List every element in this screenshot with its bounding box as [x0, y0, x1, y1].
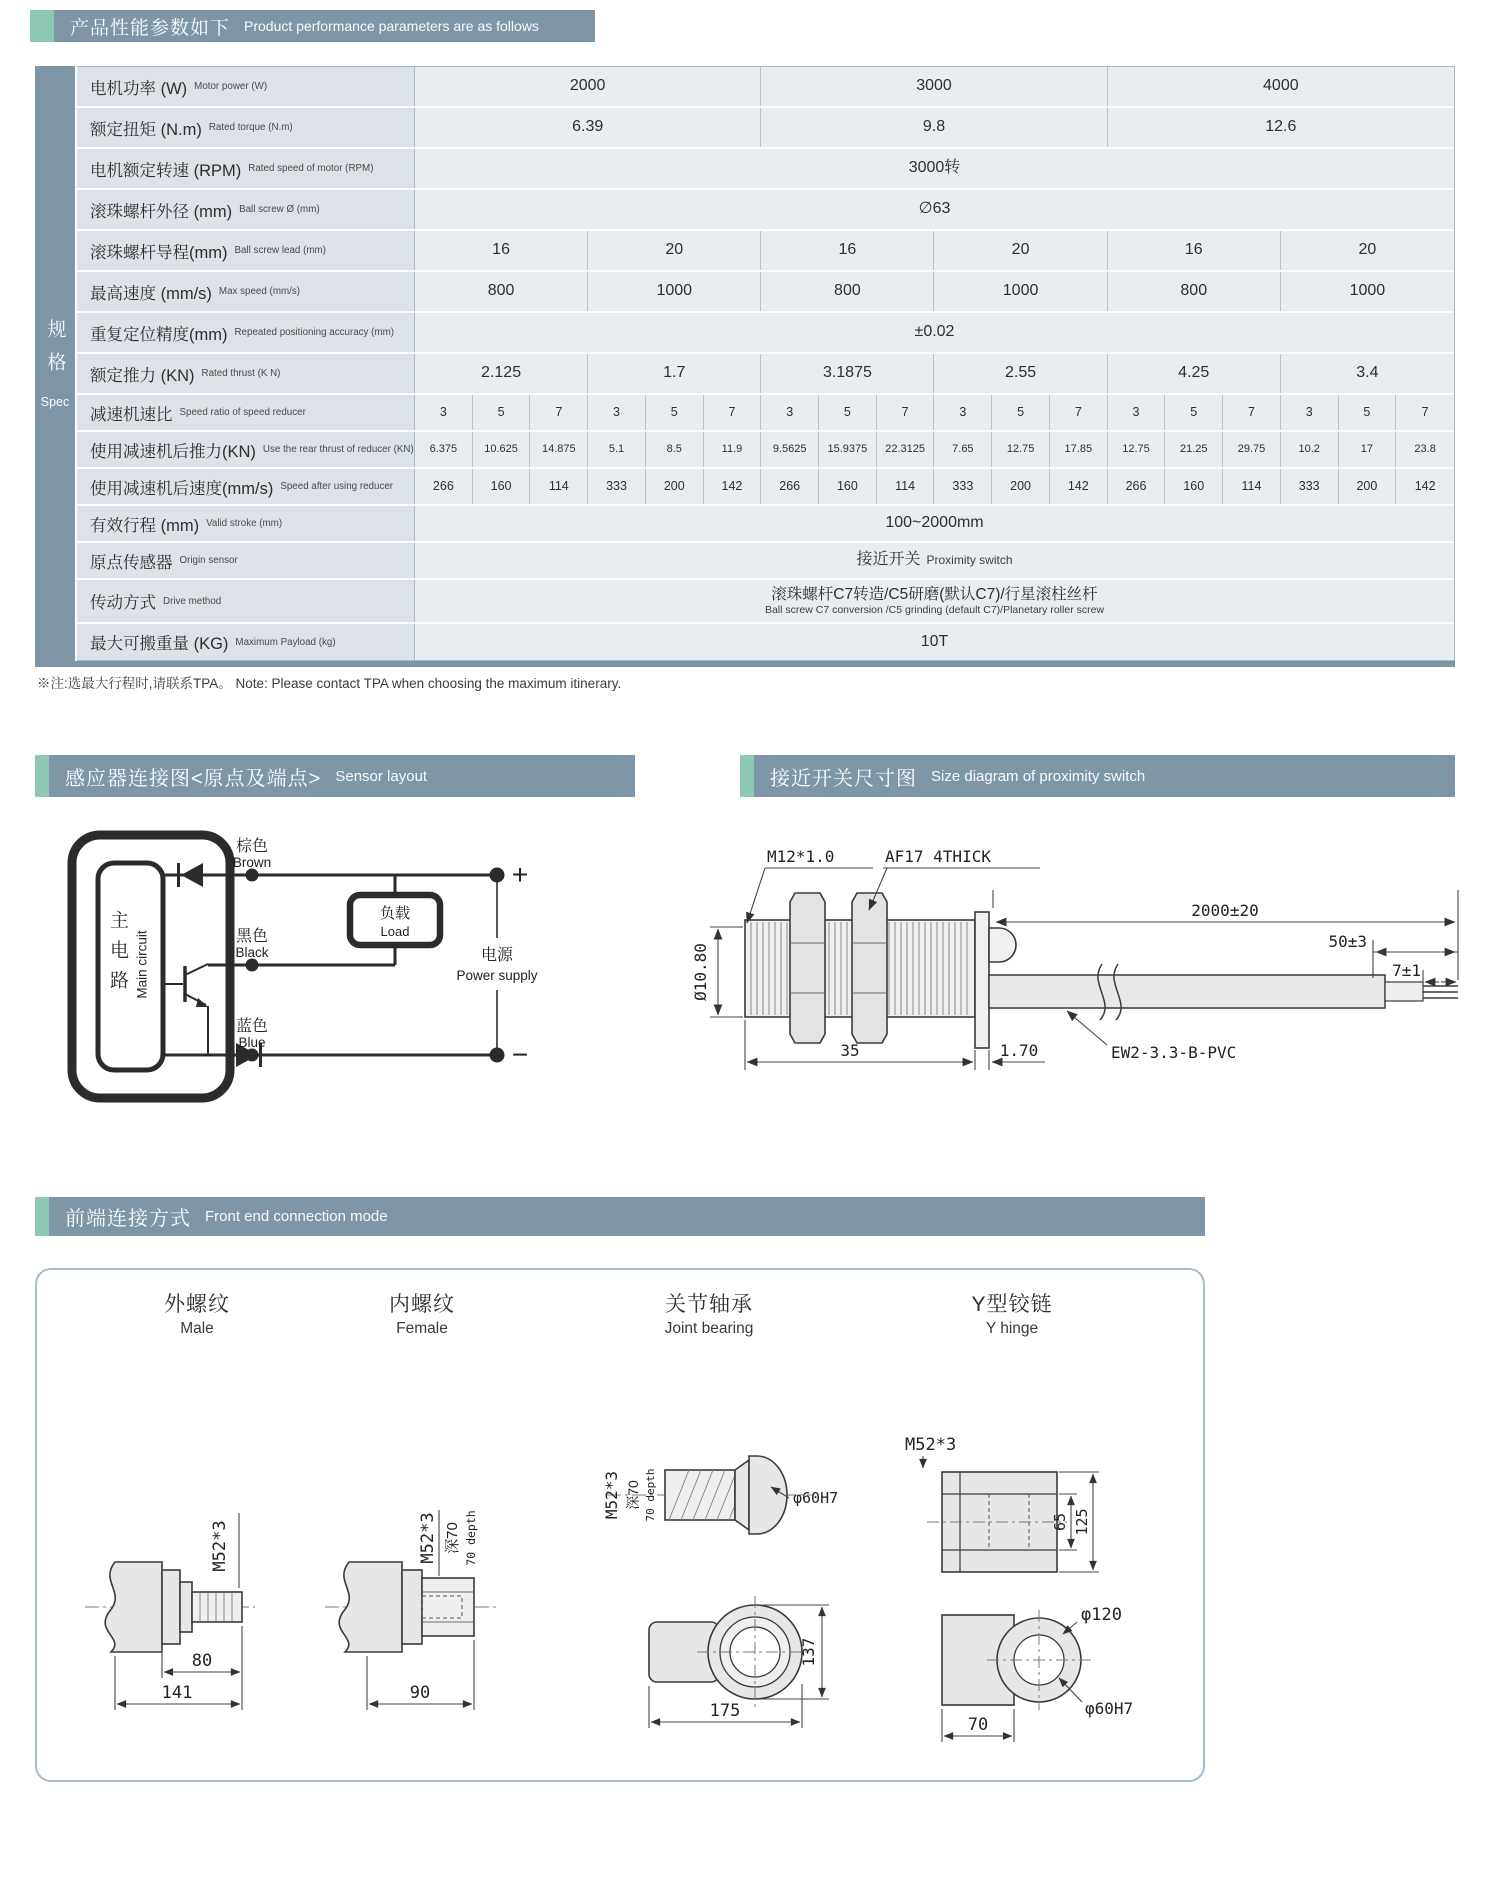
body-length-label: 35 [840, 1041, 860, 1060]
value-cell: 11.9 [704, 432, 762, 467]
row-label-zh: 重复定位精度(mm) [90, 325, 228, 344]
spec-table-body [77, 66, 1455, 661]
row-label-zh: 滚珠螺杆导程(mm) [90, 243, 228, 262]
value-cell: 17 [1339, 432, 1397, 467]
value-cell: 10.2 [1281, 432, 1339, 467]
prox-header-zh: 接近开关尺寸图 [770, 767, 917, 790]
value-cell: 142 [704, 469, 762, 504]
switch-body [745, 893, 1016, 1048]
value-cell: 7 [877, 395, 935, 430]
value-cell: 12.75 [1108, 432, 1166, 467]
value-cell: 1000 [1281, 272, 1454, 311]
sensor-layout-header [35, 755, 635, 797]
row-values [415, 108, 1454, 147]
male-dim-141: 141 [161, 1683, 193, 1703]
value-cell: 3 [415, 395, 473, 430]
value-cell: 29.75 [1223, 432, 1281, 467]
row-label-zh: 减速机速比 [90, 405, 173, 424]
row-label-en: Speed after using reducer [280, 481, 394, 492]
value-cell: 160 [473, 469, 531, 504]
sensor-wiring-diagram [40, 818, 560, 1108]
tip-length-label: 7±1 [1392, 961, 1421, 980]
value-cell: 333 [588, 469, 646, 504]
value-en: Ball screw C7 conversion /C5 grinding (default C7)/Planetary roller screw [764, 603, 1105, 616]
brown-label-zh: 棕色 [235, 838, 269, 855]
joint-depth-zh: 深70 [625, 1480, 641, 1510]
value-cell: 1000 [934, 272, 1107, 311]
value-cell: 5 [819, 395, 877, 430]
row-label-zh: 传动方式 [90, 594, 156, 612]
table-row-stroke [77, 506, 1454, 543]
table-row-origin-sensor [77, 543, 1454, 580]
row-label-zh: 电机功率 (W) [90, 79, 188, 98]
value-cell: 5 [1165, 395, 1223, 430]
value-cell: 5 [473, 395, 531, 430]
cable-length-label: 2000±20 [1191, 901, 1259, 920]
front-end-panel [35, 1268, 1205, 1782]
value-cell: 266 [1108, 469, 1166, 504]
male-drawing [85, 1513, 255, 1710]
value-cell: 2.55 [934, 354, 1107, 393]
female-drawing [325, 1510, 499, 1710]
yhinge-dim-65: 65 [1051, 1512, 1069, 1532]
value-cell: 4.25 [1108, 354, 1281, 393]
header-bar [54, 10, 595, 42]
joint-bearing-title: 关节轴承 Joint bearing [664, 1293, 754, 1337]
male-title: 外螺纹 Male [164, 1293, 230, 1337]
row-label-zh: 额定扭矩 (N.m) [90, 120, 202, 139]
row-values [415, 67, 1454, 106]
value-cell: 266 [761, 469, 819, 504]
row-label-zh: 最大可搬重量 (KG) [90, 635, 229, 653]
value-cell: 200 [646, 469, 704, 504]
row-label-zh: 原点传感器 [90, 553, 173, 572]
table-row-screw-lead [77, 231, 1454, 272]
value-cell: 800 [415, 272, 588, 311]
female-dim-90: 90 [409, 1683, 431, 1703]
footnote: ※注:选最大行程时,请联系TPA。 Note: Please contact TPA when choosing the maximum itinerary. [37, 676, 622, 691]
diameter-label: Ø10.80 [691, 943, 710, 1001]
row-label-en: Max speed (mm/s) [218, 286, 301, 297]
strip-length-label: 50±3 [1328, 932, 1367, 951]
load-label-zh: 负载 [379, 905, 411, 922]
value-cell: 100~2000mm [415, 506, 1454, 541]
table-row-max-speed [77, 272, 1454, 313]
table-row-motor-power [77, 67, 1454, 108]
header-title-en: Product performance parameters are as follows [244, 18, 539, 34]
table-row-accuracy [77, 313, 1454, 354]
joint-dim-175: 175 [709, 1701, 741, 1721]
switch-tip [989, 928, 1016, 962]
value-cell: 7.65 [934, 432, 992, 467]
value-cell: 3 [761, 395, 819, 430]
front-header-en: Front end connection mode [205, 1208, 388, 1225]
main-circuit-label-en: Main circuit [134, 930, 150, 999]
value-cell: 16 [761, 231, 934, 270]
wires [163, 875, 497, 1055]
value-cell: 2.125 [415, 354, 588, 393]
thread-size-label: M12*1.0 [767, 847, 835, 866]
row-label-en: Use the rear thrust of reducer (KN) [262, 444, 414, 455]
blue-label-en: Blue [238, 1035, 266, 1050]
value-cell: 20 [934, 231, 1107, 270]
value-cell: 3 [1281, 395, 1339, 430]
value-cell: 16 [1108, 231, 1281, 270]
nut-size-label: AF17 4THICK [885, 847, 991, 866]
yhinge-dim-125: 125 [1073, 1508, 1091, 1536]
cable [989, 964, 1458, 1020]
value-cell: 160 [819, 469, 877, 504]
row-label-en: Ball screw lead (mm) [234, 245, 326, 256]
value-cell: 7 [704, 395, 762, 430]
value-cell: ∅63 [415, 190, 1454, 229]
table-row-screw-od [77, 190, 1454, 231]
performance-header [30, 10, 595, 42]
row-label-zh: 额定推力 (KN) [90, 366, 195, 385]
teal-accent [740, 755, 754, 797]
female-depth-zh: 深70 [444, 1522, 461, 1554]
y-hinge-drawing [905, 1435, 1133, 1742]
value-cell: ±0.02 [415, 313, 1454, 352]
value-cell: 7 [1396, 395, 1454, 430]
female-depth-en: 70 depth [464, 1510, 478, 1566]
joint-thread-label: M52*3 [602, 1470, 621, 1520]
row-label-en: Ball screw Ø (mm) [239, 204, 320, 215]
spec-sidebar [35, 66, 77, 661]
value-cell: 15.9375 [819, 432, 877, 467]
value-cell: 114 [877, 469, 935, 504]
female-thread-label: M52*3 [418, 1512, 438, 1564]
hex-nut-2 [852, 893, 887, 1043]
value-cell: 16 [415, 231, 588, 270]
plus-sign: + [511, 859, 529, 890]
value-cell: 5.1 [588, 432, 646, 467]
value-cell: 3 [934, 395, 992, 430]
table-row-speed-after-reducer [77, 469, 1454, 506]
row-label-en: Maximum Payload (kg) [235, 636, 336, 648]
value-cell: 142 [1050, 469, 1108, 504]
value-cell: 5 [992, 395, 1050, 430]
sensor-header-en: Sensor layout [335, 767, 428, 785]
value-cell: 14.875 [530, 432, 588, 467]
row-label-zh: 最高速度 (mm/s) [90, 284, 212, 303]
row-label-zh: 使用减速机后推力(KN) [90, 442, 256, 461]
value-cell [415, 580, 1454, 622]
sidebar-label-en: Spec [40, 394, 70, 409]
row-label-en: Repeated positioning accuracy (mm) [234, 327, 395, 338]
value-cell: 22.3125 [877, 432, 935, 467]
row-label-en: Origin sensor [179, 555, 238, 566]
row-values [415, 395, 1454, 430]
teal-accent [35, 1197, 49, 1236]
joint-bearing-drawing [602, 1456, 838, 1728]
row-label-en: Speed ratio of speed reducer [179, 407, 306, 418]
row-label-zh: 有效行程 (mm) [90, 516, 200, 535]
value-cell: 3000 [761, 67, 1107, 106]
yhinge-dim-70: 70 [967, 1715, 989, 1735]
load-label-en: Load [380, 924, 410, 939]
value-cell: 5 [646, 395, 704, 430]
table-row-rated-torque [77, 108, 1454, 149]
value-cell [415, 543, 1454, 578]
row-label-en: Motor power (W) [194, 81, 268, 92]
value-en: Proximity switch [926, 553, 1013, 568]
value-cell: 142 [1396, 469, 1454, 504]
black-label-en: Black [235, 945, 269, 960]
joint-depth-en: 70 depth [644, 1468, 657, 1522]
value-cell: 20 [588, 231, 761, 270]
row-label-en: Rated torque (N.m) [208, 122, 293, 133]
row-label-zh: 滚珠螺杆外径 (mm) [90, 202, 233, 221]
header-title-zh: 产品性能参数如下 [70, 17, 231, 39]
main-circuit-label-zh: 主电路 [107, 910, 128, 1000]
value-zh: 接近开关 [856, 551, 921, 569]
table-row-thrust-after-reducer [77, 432, 1454, 469]
prox-header-en: Size diagram of proximity switch [931, 767, 1146, 785]
row-label-en: Rated speed of motor (RPM) [248, 163, 374, 174]
value-cell: 800 [761, 272, 934, 311]
row-label-en: Drive method [163, 595, 222, 607]
value-cell: 7 [530, 395, 588, 430]
value-cell: 1.7 [588, 354, 761, 393]
row-label-en: Rated thrust (K N) [201, 368, 281, 379]
yhinge-thread-label: M52*3 [905, 1435, 957, 1455]
value-cell: 114 [530, 469, 588, 504]
value-cell: 12.75 [992, 432, 1050, 467]
value-cell: 9.5625 [761, 432, 819, 467]
teal-accent [30, 10, 54, 42]
row-values [415, 469, 1454, 504]
value-cell: 3 [1108, 395, 1166, 430]
row-values [415, 231, 1454, 270]
row-values [415, 272, 1454, 311]
power-label-zh: 电源 [480, 947, 514, 964]
black-label-zh: 黑色 [235, 928, 269, 945]
value-cell: 6.375 [415, 432, 473, 467]
joint-bore-label: φ60H7 [793, 1489, 839, 1507]
power-label-en: Power supply [456, 968, 538, 983]
male-dim-80: 80 [191, 1651, 213, 1671]
value-cell: 8.5 [646, 432, 704, 467]
value-cell: 10.625 [473, 432, 531, 467]
value-cell: 3.1875 [761, 354, 934, 393]
spec-table [35, 66, 1455, 667]
value-cell: 20 [1281, 231, 1454, 270]
brown-label-en: Brown [232, 855, 272, 870]
value-cell: 2000 [415, 67, 761, 106]
row-label-en: Valid stroke (mm) [206, 518, 283, 529]
teal-accent [35, 755, 49, 797]
prox-switch-header [740, 755, 1455, 797]
hex-nut-1 [790, 893, 825, 1043]
value-cell: 200 [992, 469, 1050, 504]
table-row-reducer-ratio [77, 395, 1454, 432]
table-row-payload [77, 624, 1454, 660]
row-values [415, 432, 1454, 467]
sensor-header-zh: 感应器连接图<原点及端点> [65, 767, 322, 790]
row-values [415, 354, 1454, 393]
male-thread-label: M52*3 [210, 1520, 230, 1572]
value-cell: 17.85 [1050, 432, 1108, 467]
joint-dim-137: 137 [799, 1637, 818, 1667]
value-cell: 266 [415, 469, 473, 504]
table-row-rated-speed [77, 149, 1454, 190]
value-cell: 3000转 [415, 149, 1454, 188]
value-cell: 21.25 [1165, 432, 1223, 467]
value-cell: 23.8 [1396, 432, 1454, 467]
row-label-zh: 使用减速机后速度(mm/s) [90, 479, 274, 498]
row-label-zh: 电机额定转速 (RPM) [90, 161, 242, 180]
value-cell: 5 [1339, 395, 1397, 430]
front-header-zh: 前端连接方式 [65, 1208, 191, 1230]
table-row-rated-thrust [77, 354, 1454, 395]
sidebar-label-zh: 规格 [44, 318, 66, 385]
value-cell: 3 [588, 395, 646, 430]
blue-label-zh: 蓝色 [235, 1018, 269, 1035]
value-cell: 114 [1223, 469, 1281, 504]
collar-length-label: 1.70 [999, 1041, 1039, 1060]
front-end-header [35, 1197, 1205, 1236]
value-cell: 160 [1165, 469, 1223, 504]
front-end-drawings-svg [37, 1270, 1203, 1780]
value-cell: 7 [1223, 395, 1281, 430]
y-hinge-title: Y型铰链 Y hinge [971, 1293, 1053, 1337]
value-cell: 4000 [1108, 67, 1454, 106]
value-zh: 滚珠螺杆C7转造/C5研磨(默认C7)/行星滚柱丝杆 [771, 586, 1098, 604]
value-cell: 333 [1281, 469, 1339, 504]
value-cell: 7 [1050, 395, 1108, 430]
cable-type-label: EW2-3.3-B-PVC [1111, 1043, 1237, 1062]
yhinge-bore-label: φ60H7 [1085, 1699, 1134, 1718]
value-cell: 1000 [588, 272, 761, 311]
value-cell: 200 [1339, 469, 1397, 504]
table-row-drive-method [77, 580, 1454, 624]
female-title: 内螺纹 Female [389, 1293, 455, 1337]
value-cell: 333 [934, 469, 992, 504]
value-cell: 800 [1108, 272, 1281, 311]
value-cell: 10T [415, 624, 1454, 660]
value-cell: 9.8 [761, 108, 1107, 147]
minus-sign: − [511, 1039, 529, 1070]
yhinge-dia-label: φ120 [1081, 1605, 1122, 1625]
value-cell: 6.39 [415, 108, 761, 147]
value-cell: 3.4 [1281, 354, 1454, 393]
value-cell: 12.6 [1108, 108, 1454, 147]
